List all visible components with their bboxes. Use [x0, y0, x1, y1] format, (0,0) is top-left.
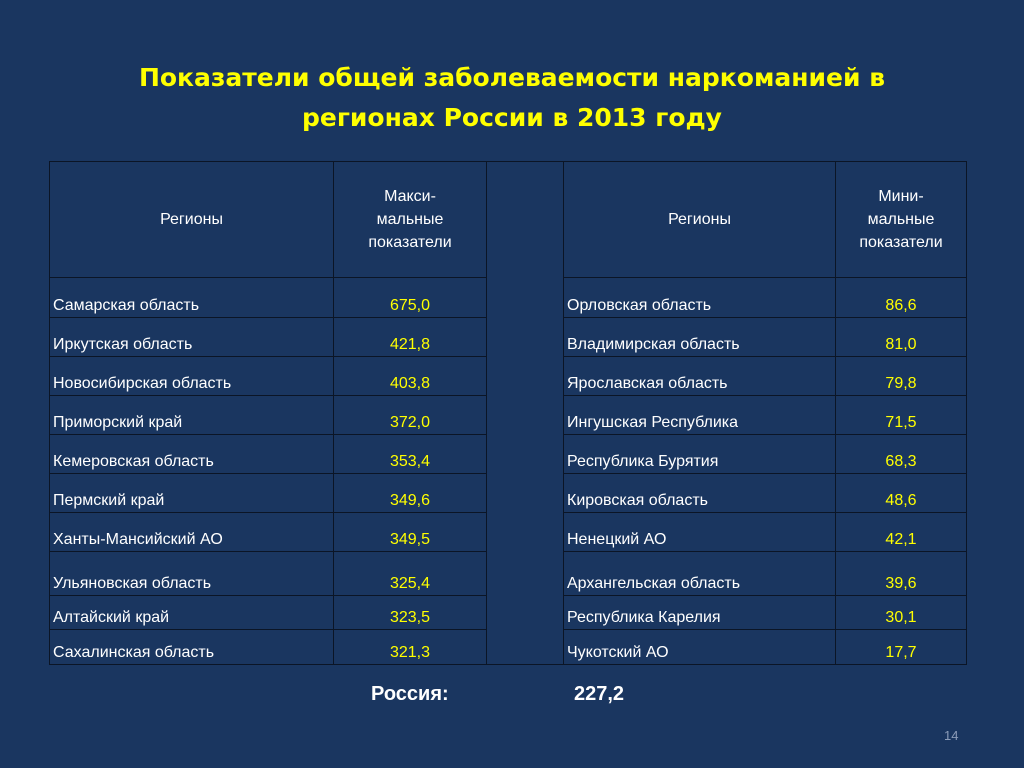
- header-min-line: мальные: [867, 211, 935, 228]
- slide-title-line-1: Показатели общей заболеваемости наркоманией в: [138, 63, 886, 92]
- min-region-cell: Ярославская область: [564, 357, 836, 396]
- max-value-cell: 675,0: [334, 278, 487, 318]
- max-region-cell: Ханты-Мансийский АО: [50, 513, 334, 552]
- header-max-line: Макси-: [384, 188, 436, 205]
- min-value-cell: 17,7: [836, 630, 967, 665]
- max-region-cell: Иркутская область: [50, 318, 334, 357]
- min-region-cell: Ингушская Республика: [564, 396, 836, 435]
- page-number: 14: [944, 728, 959, 743]
- min-region-cell: Кировская область: [564, 474, 836, 513]
- min-value-cell: 39,6: [836, 552, 967, 596]
- min-region-cell: Владимирская область: [564, 318, 836, 357]
- header-regions-max: Регионы: [50, 162, 334, 278]
- min-value-cell: 42,1: [836, 513, 967, 552]
- min-value-cell: 71,5: [836, 396, 967, 435]
- max-region-cell: Самарская область: [50, 278, 334, 318]
- min-region-cell: Орловская область: [564, 278, 836, 318]
- slide-title-line-2: регионах России в 2013 году: [302, 103, 722, 132]
- min-region-cell: Республика Карелия: [564, 596, 836, 630]
- header-max-line: показатели: [368, 234, 452, 251]
- min-value-cell: 86,6: [836, 278, 967, 318]
- max-region-cell: Кемеровская область: [50, 435, 334, 474]
- max-region-cell: Пермский край: [50, 474, 334, 513]
- min-value-cell: 79,8: [836, 357, 967, 396]
- min-region-cell: Чукотский АО: [564, 630, 836, 665]
- header-min-line: показатели: [859, 234, 943, 251]
- header-max-values: [334, 162, 487, 278]
- slide-title: [0, 58, 1024, 138]
- max-region-cell: Сахалинская область: [50, 630, 334, 665]
- min-region-cell: Ненецкий АО: [564, 513, 836, 552]
- max-value-cell: 353,4: [334, 435, 487, 474]
- min-region-cell: Архангельская область: [564, 552, 836, 596]
- min-value-cell: 68,3: [836, 435, 967, 474]
- min-value-cell: 81,0: [836, 318, 967, 357]
- table-header-row: [50, 162, 967, 278]
- table-gap-column: [487, 162, 564, 665]
- max-value-cell: 421,8: [334, 318, 487, 357]
- max-value-cell: 349,6: [334, 474, 487, 513]
- header-max-line: мальные: [376, 211, 444, 228]
- min-region-cell: Республика Бурятия: [564, 435, 836, 474]
- header-min-line: Мини-: [878, 188, 924, 205]
- header-regions-min: Регионы: [564, 162, 836, 278]
- max-region-cell: Ульяновская область: [50, 552, 334, 596]
- max-value-cell: 325,4: [334, 552, 487, 596]
- min-value-cell: 48,6: [836, 474, 967, 513]
- max-region-cell: Алтайский край: [50, 596, 334, 630]
- max-value-cell: 321,3: [334, 630, 487, 665]
- max-value-cell: 403,8: [334, 357, 487, 396]
- header-min-values: [836, 162, 967, 278]
- max-value-cell: 372,0: [334, 396, 487, 435]
- russia-value: 227,2: [574, 683, 625, 705]
- max-region-cell: Приморский край: [50, 396, 334, 435]
- max-region-cell: Новосибирская область: [50, 357, 334, 396]
- max-value-cell: 323,5: [334, 596, 487, 630]
- regions-table: [49, 161, 967, 665]
- min-value-cell: 30,1: [836, 596, 967, 630]
- russia-label: Россия:: [371, 683, 449, 705]
- max-value-cell: 349,5: [334, 513, 487, 552]
